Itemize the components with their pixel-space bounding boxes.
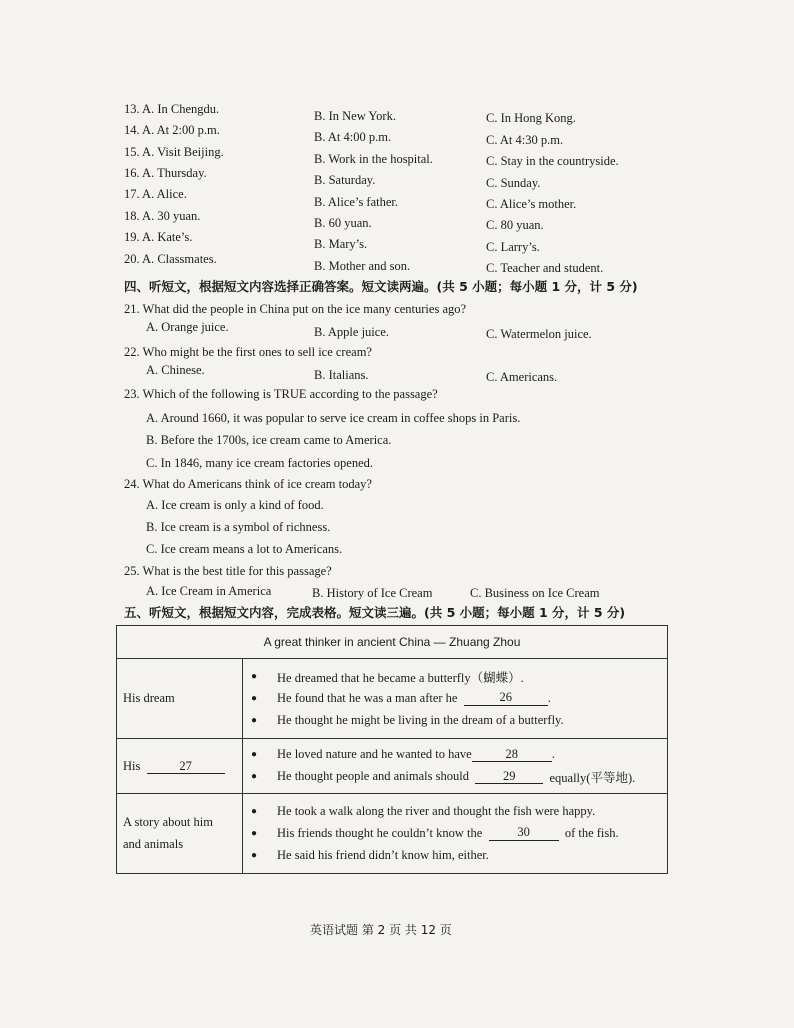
option-13-c: C. In Hong Kong. (486, 111, 576, 125)
option-24-b: B. Ice cream is a symbol of richness. (146, 520, 331, 534)
story-line-3: He said his friend didn’t know him, either. (277, 847, 489, 862)
option-20-b: B. Mother and son. (314, 259, 411, 273)
option-25-a: A. Ice Cream in America (146, 584, 272, 598)
option-21-c: C. Watermelon juice. (486, 327, 592, 341)
option-22-a: A. Chinese. (146, 363, 205, 377)
section-4-heading: 四、听短文，根据短文内容选择正确答案。短文读两遍。(共 5 小题；每小题 1 分，计 5 分) (124, 279, 638, 294)
option-16-a: 16. A. Thursday. (124, 166, 207, 180)
section-5-heading: 五、听短文，根据短文内容，完成表格。短文读三遍。(共 5 小题；每小题 1 分，计 5 分) (124, 605, 626, 620)
option-24-a: A. Ice cream is only a kind of food. (146, 498, 324, 512)
row-his-27-label (117, 739, 243, 794)
option-23-b: B. Before the 1700s, ice cream came to America. (146, 433, 392, 447)
dream-line-3: He thought he might be living in the dream of a butterfly. (277, 713, 564, 728)
option-19-a: 19. A. Kate’s. (124, 230, 193, 244)
question-24: 24. What do Americans think of ice cream today? (124, 477, 372, 491)
table-title: A great thinker in ancient China — Zhuang Zhou (117, 626, 668, 659)
question-23: 23. Which of the following is TRUE according to the passage? (124, 387, 438, 401)
page-footer: 英语试题 第 2 页 共 12 页 (310, 923, 452, 937)
option-25-c: C. Business on Ice Cream (470, 586, 600, 600)
option-14-b: B. At 4:00 p.m. (314, 130, 392, 144)
equal-line-post: equally(平等地). (549, 770, 636, 785)
row-his-dream-content: ● He dreamed that he became a butterfly（蝴蝶）. ● He found that he was a man after he 26 . ● He thought he might be living in the dream of a butterfly. (243, 659, 668, 739)
option-19-c: C. Larry’s. (486, 240, 540, 254)
blank-27[interactable]: 27 (147, 760, 225, 775)
story-line-2-post: of the fish. (564, 825, 619, 840)
row-his-dream-label: His dream (117, 659, 243, 739)
equal-line-pre: He thought people and animals should (277, 769, 469, 784)
option-21-b: B. Apple juice. (314, 325, 389, 339)
blank-29[interactable]: 29 (475, 770, 543, 785)
option-13-b: B. In New York. (314, 109, 396, 123)
his-label: His (123, 758, 141, 773)
option-16-b: B. Saturday. (314, 173, 376, 187)
blank-26[interactable]: 26 (464, 691, 548, 706)
dream-line-2-pre: He found that he was a man after he (277, 691, 458, 706)
option-17-b: B. Alice’s father. (314, 195, 399, 209)
option-15-c: C. Stay in the countryside. (486, 154, 619, 168)
option-22-c: C. Americans. (486, 370, 558, 384)
story-line-2-pre: His friends thought he couldn’t know the (277, 825, 483, 840)
dream-line-2-post: . (547, 691, 551, 706)
option-23-a: A. Around 1660, it was popular to serve ice cream in coffee shops in Paris. (146, 411, 521, 425)
dream-line-1: He dreamed that he became a butterfly（蝴蝶）. (277, 670, 524, 685)
option-22-b: B. Italians. (314, 368, 369, 382)
story-label-line-1: A story about him (123, 814, 213, 829)
blank-28[interactable]: 28 (472, 748, 552, 763)
option-20-c: C. Teacher and student. (486, 261, 604, 275)
option-20-a: 20. A. Classmates. (124, 252, 217, 266)
question-25: 25. What is the best title for this passage? (124, 564, 332, 578)
option-14-c: C. At 4:30 p.m. (486, 133, 564, 147)
nature-line-post: . (551, 747, 555, 762)
option-17-c: C. Alice’s mother. (486, 197, 577, 211)
row-story-label (117, 793, 243, 873)
option-18-c: C. 80 yuan. (486, 218, 544, 232)
option-13-a: 13. A. In Chengdu. (124, 102, 220, 116)
option-17-a: 17. A. Alice. (124, 187, 187, 201)
row-his-27-content: ● He loved nature and he wanted to have 28 . ● He thought people and animals should 29 equally(平等地). (243, 739, 668, 794)
option-14-a: 14. A. At 2:00 p.m. (124, 123, 220, 137)
row-story-content: ● He took a walk along the river and thought the fish were happy. ● His friends thought he couldn’t know the 30 of the fish. ● He said his friend didn’t know him, either. (243, 793, 668, 873)
option-18-b: B. 60 yuan. (314, 216, 372, 230)
nature-line-pre: He loved nature and he wanted to have (277, 747, 472, 762)
option-24-c: C. Ice cream means a lot to Americans. (146, 542, 343, 556)
blank-30[interactable]: 30 (489, 826, 559, 841)
story-label-line-2: and animals (123, 837, 184, 852)
option-23-c: C. In 1846, many ice cream factories opened. (146, 456, 373, 470)
question-22: 22. Who might be the first ones to sell ice cream? (124, 345, 372, 359)
option-19-b: B. Mary’s. (314, 237, 368, 251)
option-18-a: 18. A. 30 yuan. (124, 209, 201, 223)
question-21: 21. What did the people in China put on the ice many centuries ago? (124, 302, 467, 316)
fill-in-table (116, 625, 668, 874)
option-15-b: B. Work in the hospital. (314, 152, 433, 166)
option-25-b: B. History of Ice Cream (312, 586, 433, 600)
option-16-c: C. Sunday. (486, 176, 541, 190)
story-line-1: He took a walk along the river and thought the fish were happy. (277, 803, 596, 818)
option-15-a: 15. A. Visit Beijing. (124, 145, 224, 159)
option-21-a: A. Orange juice. (146, 320, 229, 334)
